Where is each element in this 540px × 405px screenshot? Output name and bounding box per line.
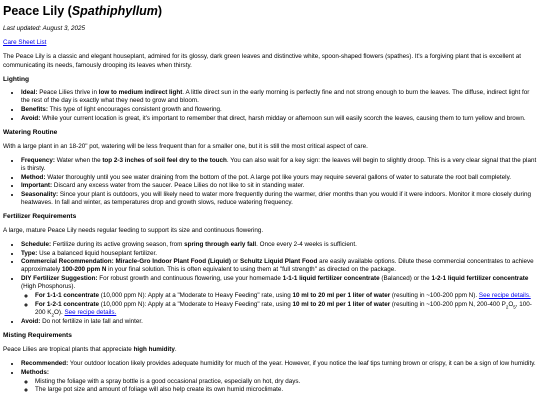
list-item: ◦ Misting the foliage with a spray bottle is a good occasional practice, especially on hot, dry days.: [35, 378, 537, 386]
recipe-link-1-1-1[interactable]: See recipe details.: [478, 292, 531, 300]
fertilizer-heading: Fertilizer Requirements: [3, 213, 77, 221]
page-title: Peace Lily (Spathiphyllum): [3, 4, 163, 18]
misting-intro: Peace Lilies are tropical plants that appreciate high humidity.: [3, 345, 177, 353]
care-sheet-list-link[interactable]: Care Sheet List: [3, 39, 47, 47]
recipe-link-1-2-1[interactable]: See recipe details.: [64, 309, 117, 317]
list-item: • Method: Water thoroughly until you see water draining from the bottom of the pot. A large pot like yours may require several gallons of water to saturate the root ball completely.: [21, 174, 537, 182]
last-updated: Last updated: August 3, 2025: [3, 25, 86, 32]
list-item: • DIY Fertilizer Suggestion: For robust growth and continuous flowering, use your homemade 1-1-1 liquid fertilizer concentrate (Balanced) or the 1-2-1 liquid fertilizer concentrate (High Phosphorus). ◦ For 1-1-1 concentrate (10,000 ppm N): Apply at a "Moderate to Heavy Feeding" rate, using 10 ml to 20 ml per 1 liter of water (resulting in ~100-200 ppm N). See recipe details. ◦ For 1-2-1 concentrate (10,000 ppm N): Apply at a "Moderate to Heavy Feeding" rate, using 10 ml to 20 ml per 1 liter of water (resulting in ~100-200 ppm N, 200-400 $P_2O_5$, 100-200 $K_2O$). See recipe details.: [21, 275, 537, 317]
diy-sublist: [21, 292, 537, 317]
misting-list: [3, 360, 537, 395]
lighting-heading: Lighting: [3, 75, 29, 83]
list-item: • Avoid: While your current location is great, it's important to remember that direct, harsh midday or afternoon sun will easily scorch the leaves, causing them to turn yellow and brown.: [21, 115, 537, 123]
list-item: ◦ For 1-2-1 concentrate (10,000 ppm N): Apply at a "Moderate to Heavy Feeding" rate, using 10 ml to 20 ml per 1 liter of water (resulting in ~100-200 ppm N, 200-400 $P_2O_5$, 100-200 $K_2O$). See recipe details.: [35, 301, 537, 317]
misting-heading: Misting Requirements: [3, 332, 72, 340]
list-item: • Important: Discard any excess water from the saucer. Peace Lilies do not like to sit in standing water.: [21, 182, 537, 190]
watering-heading: Watering Routine: [3, 128, 58, 136]
list-item: • Frequency: Water when the top 2-3 inches of soil feel dry to the touch. You can also wait for a key sign: the leaves will begin to slightly droop. This is a very clear signal that the plant is thirsty.: [21, 157, 537, 173]
list-item: • Methods: ◦ Misting the foliage with a spray bottle is a good occasional practice, especially on hot, dry days. ◦ The large pot size and amount of foliage will also help create its own humid microclimate.: [21, 369, 537, 395]
list-item: • Commercial Recommendation: Miracle-Gro Indoor Plant Food (Liquid) or Schultz Liquid Plant Food are easily available options. Dilute these commercial concentrates to achieve approximately 100-200 ppm N in your final solution. This is often equivalent to using them at "full strength" as directed on the package.: [21, 258, 537, 274]
nav: [3, 39, 537, 47]
list-item: • Benefits: This type of light encourages consistent growth and flowering.: [21, 106, 537, 114]
intro-paragraph: The Peace Lily is a classic and elegant houseplant, admired for its glossy, dark green leaves and distinctive white, spoon-shaped flowers (spathes). It's a forgiving plant that is excellent at communicating its needs, famously drooping its leaves when thirsty.: [3, 53, 522, 69]
fertilizer-list: [3, 241, 537, 326]
list-item: • Seasonality: Since your plant is outdoors, you will likely need to water more frequently during the warmer, drier months than you would if it were indoors. Monitor it more closely during heatwaves. In fall and winter, as temperatures drop and growth slows, reduce watering frequency.: [21, 191, 537, 207]
list-item: ◦ The large pot size and amount of foliage will also help create its own humid microclimate.: [35, 386, 537, 394]
watering-intro: With a large plant in an 18-20" pot, watering will be less frequent than for a smaller one, but it is still the most critical aspect of care.: [3, 142, 368, 150]
watering-list: [3, 157, 537, 208]
list-item: • Ideal: Peace Lilies thrive in low to medium indirect light. A little direct sun in the early morning is perfectly fine and not strong enough to burn the leaves. The diffuse, indirect light for the rest of the day is exactly what they need to grow and bloom.: [21, 89, 537, 105]
list-item: • Type: Use a balanced liquid houseplant fertilizer.: [21, 250, 537, 258]
list-item: • Recommended: Your outdoor location likely provides adequate humidity for much of the year. However, if you notice the leaf tips turning brown or crispy, it can be a sign of low humidity.: [21, 360, 537, 368]
list-item: • Avoid: Do not fertilize in late fall and winter.: [21, 318, 537, 326]
list-item: ◦ For 1-1-1 concentrate (10,000 ppm N): Apply at a "Moderate to Heavy Feeding" rate, using 10 ml to 20 ml per 1 liter of water (resulting in ~100-200 ppm N). See recipe details.: [35, 292, 537, 300]
fertilizer-intro: A large, mature Peace Lily needs regular feeding to support its size and continuous flowering.: [3, 226, 264, 234]
methods-sublist: [21, 378, 537, 395]
scientific-name: Spathiphyllum: [71, 4, 158, 18]
lighting-list: [3, 89, 537, 123]
list-item: • Schedule: Fertilize during its active growing season, from spring through early fall. Once every 2-4 weeks is sufficient.: [21, 241, 537, 249]
